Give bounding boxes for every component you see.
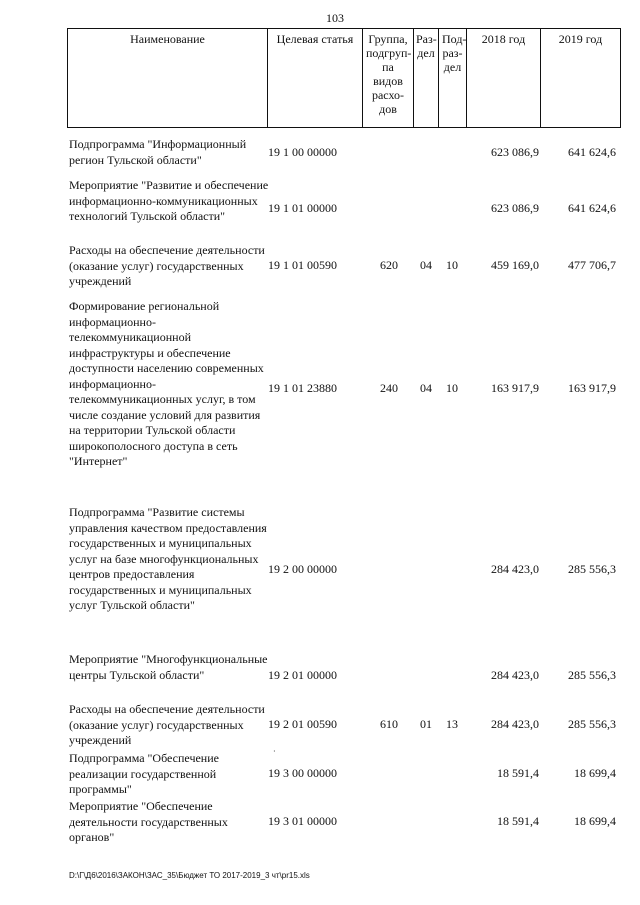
header-group bbox=[362, 28, 414, 128]
row-name: Подпрограмма "Информационный регион Тульской области" bbox=[69, 137, 247, 167]
file-path-footer: D:\Г\Д6\2016\ЗАКОН\ЗАС_35\Бюджет ТО 2017-2019_3 чт\pr15.xls bbox=[69, 871, 310, 880]
row-y2018: 18 591,4 bbox=[497, 814, 539, 828]
row-y2019: 641 624,6 bbox=[568, 201, 616, 215]
row-subsection: 13 bbox=[446, 717, 458, 731]
row-code: 19 3 01 00000 bbox=[268, 814, 337, 828]
row-code: 19 1 01 23880 bbox=[268, 381, 337, 395]
row-code: 19 1 01 00000 bbox=[268, 201, 337, 215]
header-y2019 bbox=[540, 28, 621, 128]
row-group: 240 bbox=[380, 381, 398, 395]
row-y2019: 641 624,6 bbox=[568, 145, 616, 159]
row-y2019: 285 556,3 bbox=[568, 717, 616, 731]
row-y2019: 285 556,3 bbox=[568, 562, 616, 576]
row-name: Расходы на обеспечение деятельности (оказание услуг) государственных учреждений bbox=[69, 702, 265, 747]
row-code: 19 2 00 00000 bbox=[268, 562, 337, 576]
header-section bbox=[413, 28, 439, 128]
row-section: 04 bbox=[420, 258, 432, 272]
row-name: Подпрограмма "Развитие системы управления качеством предоставления государственных и муниципальных услуг на базе многофункциональных центров предоставления государственных и муниципальных услуг Тульской области" bbox=[69, 505, 267, 612]
row-y2018: 284 423,0 bbox=[491, 717, 539, 731]
row-y2019: 285 556,3 bbox=[568, 668, 616, 682]
row-name: Подпрограмма "Обеспечение реализации государственной программы" bbox=[69, 751, 219, 796]
row-name: Мероприятие "Развитие и обеспечение информационно-коммуникационных технологий Тульской области" bbox=[69, 178, 269, 223]
header-target-label: Целевая статья bbox=[276, 32, 354, 46]
row-subsection: 10 bbox=[446, 381, 458, 395]
row-y2018: 284 423,0 bbox=[491, 562, 539, 576]
row-code: 19 3 00 00000 bbox=[268, 766, 337, 780]
row-y2018: 623 086,9 bbox=[491, 201, 539, 215]
header-y2018-label: 2018 год bbox=[481, 32, 526, 46]
header-name bbox=[67, 28, 268, 128]
header-section-label: Раз- дел bbox=[416, 32, 437, 60]
row-group: 610 bbox=[380, 717, 398, 731]
header-y2018 bbox=[466, 28, 541, 128]
row-name: Мероприятие "Многофункциональные центры Тульской области" bbox=[69, 652, 268, 682]
row-code: 19 1 01 00590 bbox=[268, 258, 337, 272]
row-y2018: 284 423,0 bbox=[491, 668, 539, 682]
row-y2018: 459 169,0 bbox=[491, 258, 539, 272]
header-target bbox=[267, 28, 363, 128]
header-subsection-label: Под- раз- дел bbox=[442, 32, 467, 74]
header-group-label: Группа, подгруп- па видов расхо- дов bbox=[366, 32, 412, 116]
row-y2019: 18 699,4 bbox=[574, 814, 616, 828]
row-y2018: 623 086,9 bbox=[491, 145, 539, 159]
header-y2019-label: 2019 год bbox=[558, 32, 603, 46]
row-code: 19 1 00 00000 bbox=[268, 145, 337, 159]
row-y2019: 18 699,4 bbox=[574, 766, 616, 780]
row-section: 01 bbox=[420, 717, 432, 731]
row-code: 19 2 01 00590 bbox=[268, 717, 337, 731]
row-code: 19 2 01 00000 bbox=[268, 668, 337, 682]
row-subsection: 10 bbox=[446, 258, 458, 272]
row-group: 620 bbox=[380, 258, 398, 272]
row-y2019: 477 706,7 bbox=[568, 258, 616, 272]
row-section: 04 bbox=[420, 381, 432, 395]
row-name: Расходы на обеспечение деятельности (оказание услуг) государственных учреждений bbox=[69, 243, 265, 288]
header-subsection bbox=[438, 28, 467, 128]
row-name: Формирование региональной информационно-телекоммуникационной инфраструктуры и обеспечение доступности населению современных информационно-телекоммуникационных услуг, в том числе создание условий для развития на территории Тульской области широкополосного доступа в сеть "Интернет" bbox=[69, 299, 264, 468]
row-name: Мероприятие "Обеспечение деятельности государственных органов" bbox=[69, 799, 228, 844]
row-y2018: 163 917,9 bbox=[491, 381, 539, 395]
row-y2019: 163 917,9 bbox=[568, 381, 616, 395]
page-number: 103 bbox=[326, 11, 344, 25]
header-name-label: Наименование bbox=[130, 32, 205, 46]
stray-mark: · bbox=[273, 747, 276, 756]
row-y2018: 18 591,4 bbox=[497, 766, 539, 780]
